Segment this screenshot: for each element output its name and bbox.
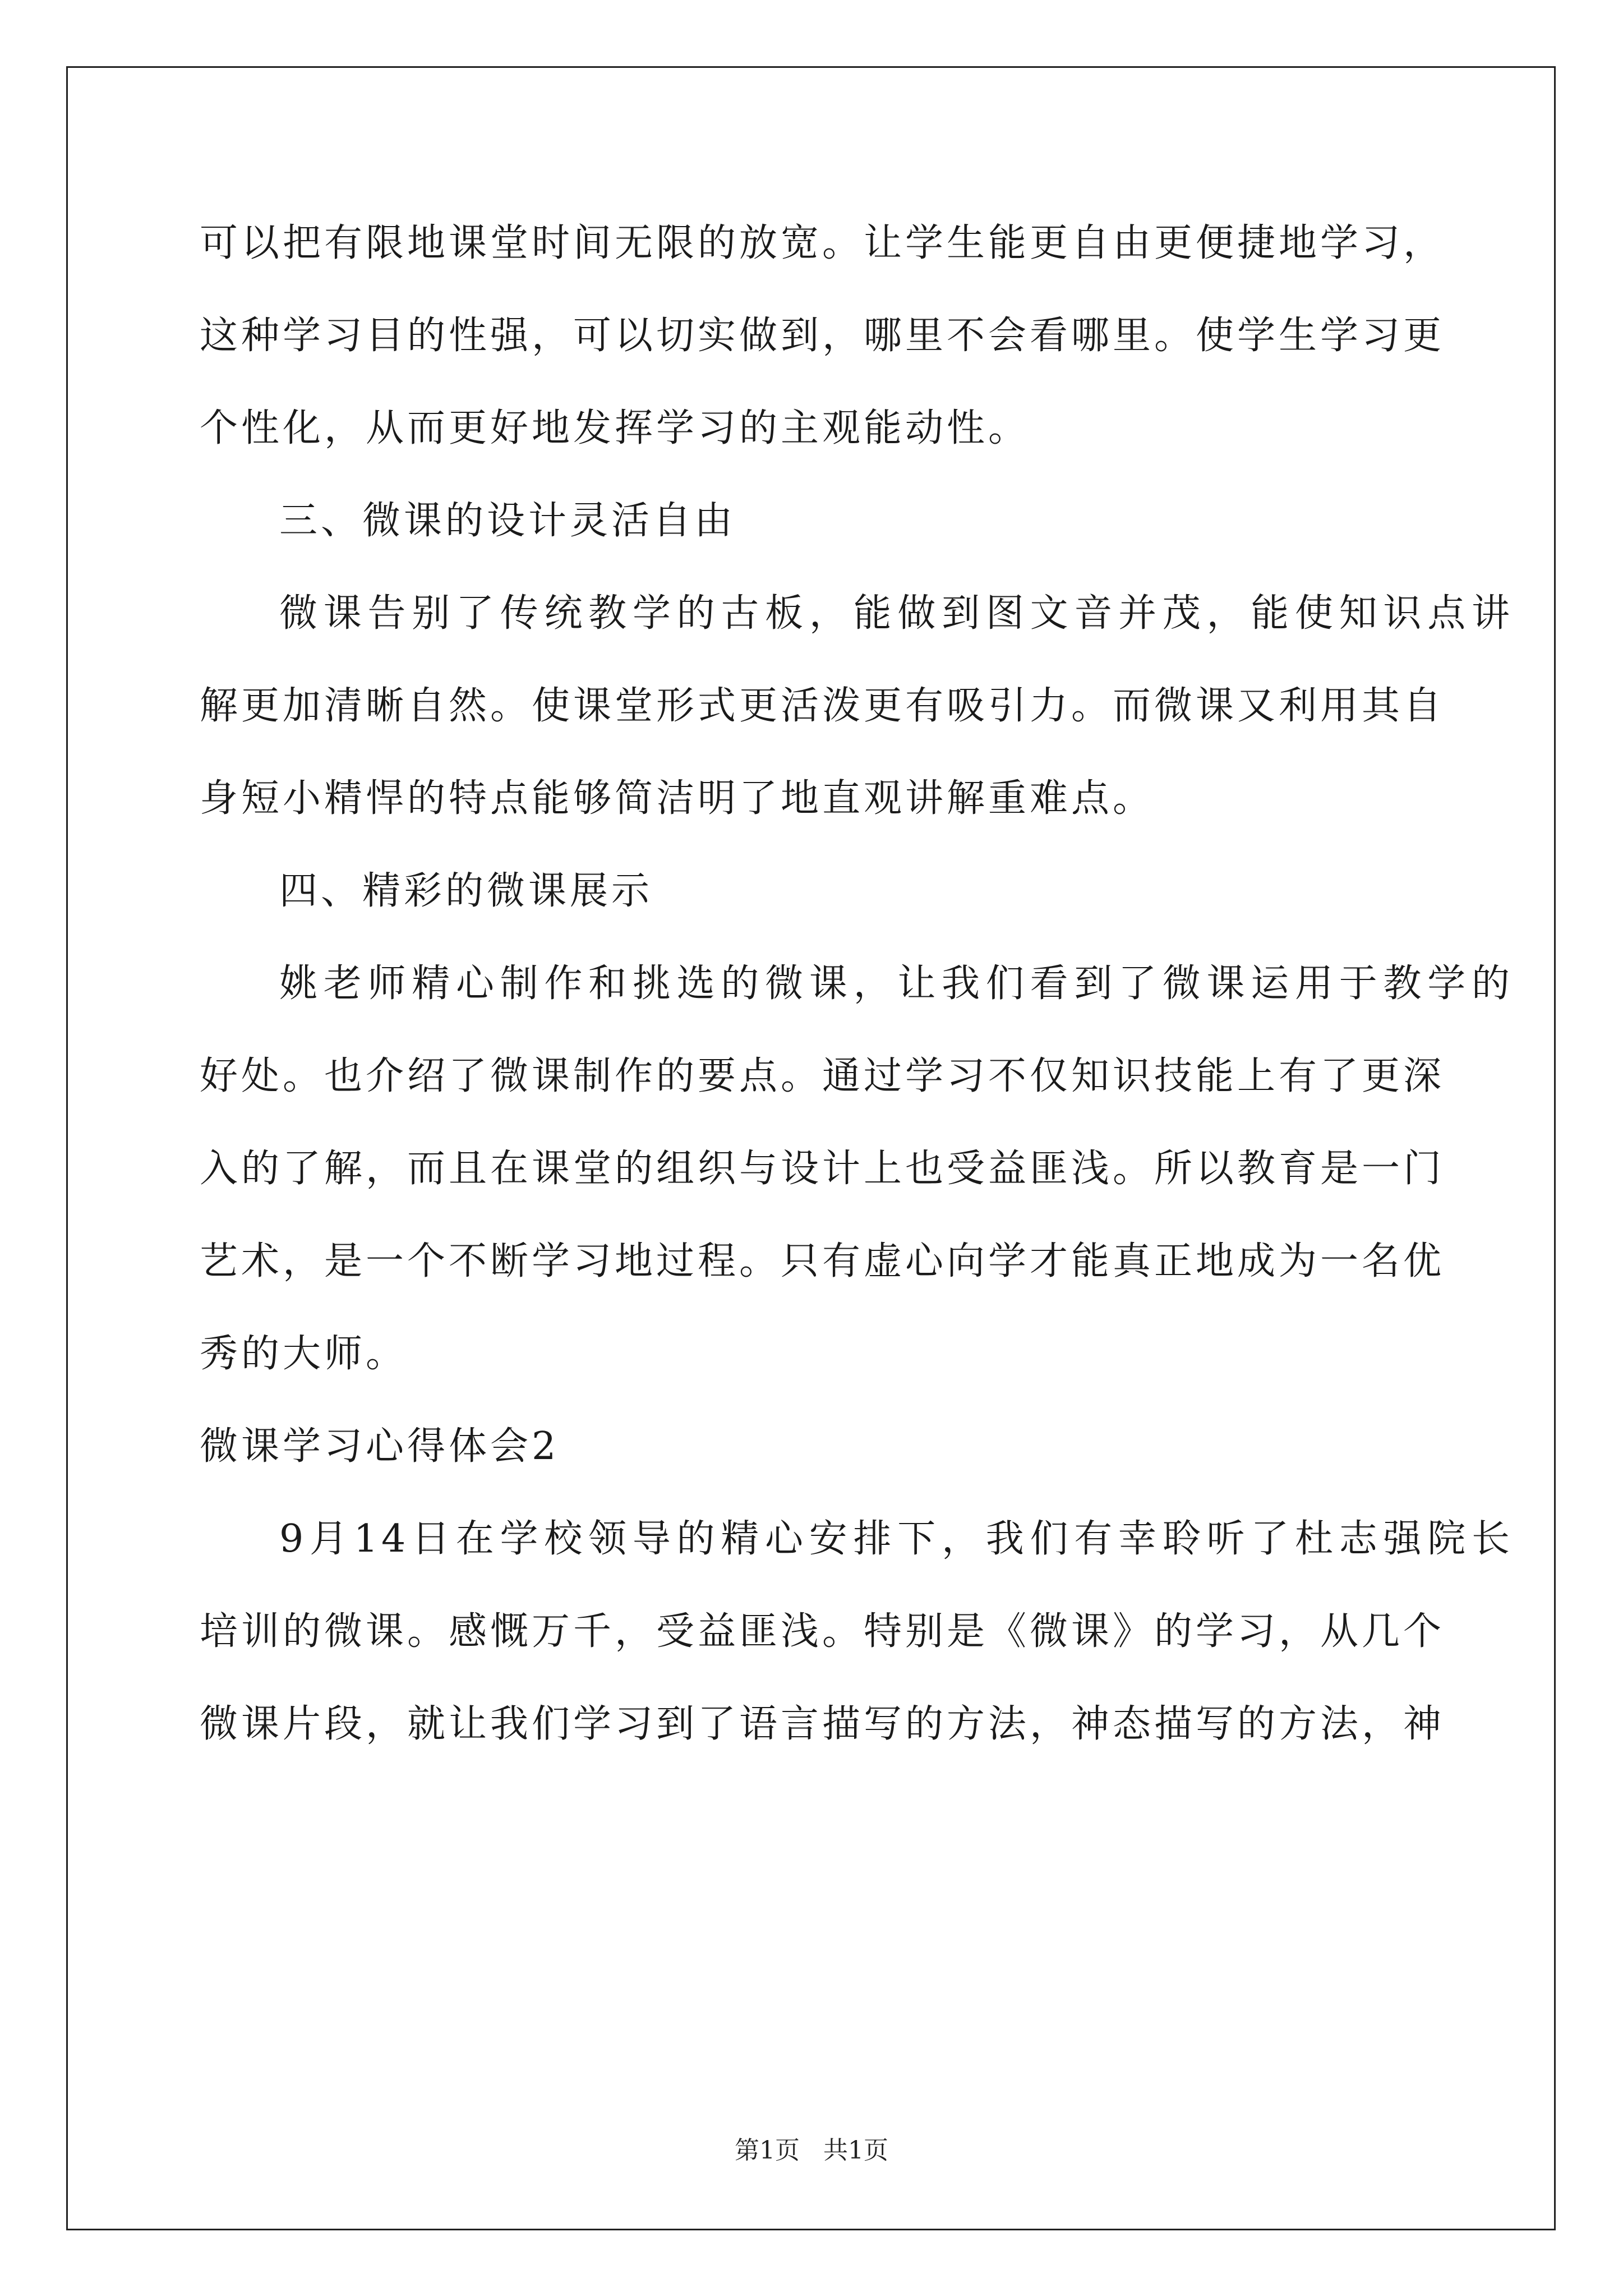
text-line: 身短小精悍的特点能够简洁明了地直观讲解重难点。: [200, 776, 1155, 821]
text-line: 9月14日在学校领导的精心安排下，我们有幸聆听了杜志强院长: [279, 1517, 1513, 1561]
text-line: 微课告别了传统教学的古板，能做到图文音并茂，能使知识点讲: [279, 591, 1513, 636]
section-heading: 三、微课的设计灵活自由: [279, 499, 736, 543]
text-line: 姚老师精心制作和挑选的微课，让我们看到了微课运用于教学的: [279, 961, 1513, 1006]
text-line: 秀的大师。: [200, 1332, 408, 1376]
page-footer: [0, 2138, 1623, 2163]
text-line: 这种学习目的性强，可以切实做到，哪里不会看哪里。使学生学习更: [200, 314, 1445, 358]
text-line: 好处。也介绍了微课制作的要点。通过学习不仅知识技能上有了更深: [200, 1054, 1445, 1098]
text-line: 微课片段，就让我们学习到了语言描写的方法，神态描写的方法，神: [200, 1702, 1445, 1746]
text-line: 入的了解，而且在课堂的组织与设计上也受益匪浅。所以教育是一门: [200, 1147, 1445, 1191]
text-line: 艺术，是一个不断学习地过程。只有虚心向学才能真正地成为一名优: [200, 1239, 1445, 1283]
section-heading: 四、精彩的微课展示: [279, 869, 653, 913]
text-line: 培训的微课。感慨万千，受益匪浅。特别是《微课》的学习，从几个: [200, 1609, 1445, 1654]
text-line: 解更加清晰自然。使课堂形式更活泼更有吸引力。而微课又利用其自: [200, 684, 1445, 728]
article-title: 微课学习心得体会2: [200, 1424, 560, 1469]
page-total: 共1页: [823, 2136, 888, 2165]
text-line: 个性化，从而更好地发挥学习的主观能动性。: [200, 406, 1030, 450]
page-number: 第1页: [735, 2136, 800, 2165]
text-line: 可以把有限地课堂时间无限的放宽。让学生能更自由更便捷地学习，: [200, 221, 1445, 265]
